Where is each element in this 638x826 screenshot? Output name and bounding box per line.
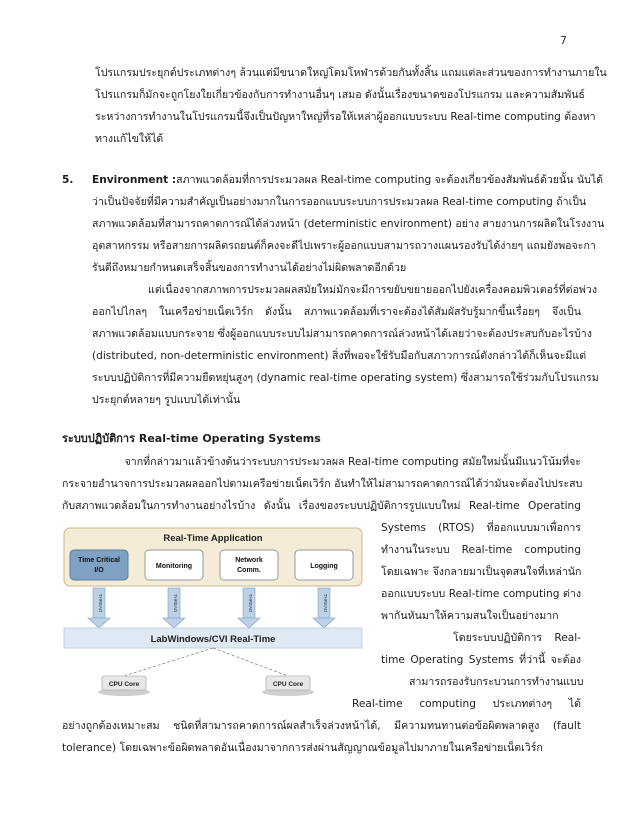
item5-para2-line: (distributed, non-deterministic environment) สิ่งที่พอจะใช้รับมือกับสภาวการณ์ดังกล่าวได้ก็เห็นจะมีแต่ — [92, 350, 587, 362]
side-line: time Operating Systems ที่ว่านี้ จะต้อง — [381, 654, 581, 666]
side-line: Systems (RTOS) ที่ออกแบบมาเพื่อการ — [381, 522, 581, 534]
side-line: พากันหันมาให้ความสนใจเป็นอย่างมาก — [381, 610, 559, 622]
svg-text:THREAD: THREAD — [173, 593, 178, 613]
section-line: จากที่กล่าวมาแล้วข้างต้นว่าระบบการประมวลผล Real-time computing สมัยใหม่นั้นมีแนวโน้มที่จะ — [124, 456, 581, 468]
item5-line: อุตสาหกรรม หรือสายการผลิตรถยนต์ก็คงจะดีไปเพราะผู้ออกแบบสามารถวางแผนรองรับได้ง่ายๆ แถมยังพอจะกา — [92, 240, 596, 252]
svg-text:THREAD: THREAD — [98, 593, 103, 613]
app-title: Real-Time Application — [163, 533, 263, 544]
core-link — [124, 648, 213, 676]
box-network-line2: Comm. — [237, 567, 261, 574]
side-line: โดยเฉพาะ จึงกลายมาเป็นจุดสนใจที่เหล่านัก — [381, 566, 582, 578]
section-line: กับสภาพแวดล้อมในการทำงานอย่างไรบ้าง ดังนั้น เรื่องของระบบปฏิบัติการรูปแบบใหม่ Real-time Operating — [62, 500, 581, 512]
svg-text:THREAD: THREAD — [248, 593, 253, 613]
box-time-critical-line1: Time Critical — [78, 557, 120, 564]
cpu-core-1-label: CPU Core — [108, 681, 140, 688]
item5-line: ว่าเป็นปัจจัยที่มีความสำคัญเป็นอย่างมากในการออกแบบระบบการประมวลผล Real-time computing ถ้าเป็น — [92, 196, 587, 208]
side-line: Real-time computing ประเภทต่างๆ ได้ — [352, 698, 581, 710]
item5-first-rest: สภาพแวดล้อมที่การประมวลผล Real-time computing จะต้องเกี่ยวข้องสัมพันธ์ด้วยนั้น นับได้ — [176, 174, 604, 186]
box-time-critical-line2: I/O — [94, 567, 104, 574]
side-line: สามารถรองรับกระบวนการทำงานแบบ — [409, 676, 584, 688]
section-line: กระจายอำนาจการประมวลผลออกไปตามเครือข่ายเน็ตเวิร์ก อันทำให้ไม่สามารถคาดการณ์ได้ว่ามันจะต้องไปประสบ — [62, 478, 583, 490]
side-line: โดยระบบปฏิบัติการ Real- — [453, 632, 581, 644]
item5-line: สภาพแวดล้อมที่สามารถคาดการณ์ได้ล่วงหน้า (deterministic environment) อย่าง สายงานการผลิตในโรงงาน — [92, 218, 605, 230]
platform-label: LabWindows/CVI Real-Time — [150, 634, 276, 645]
item5-para2-line: สภาพแวดล้อมแบบกระจาย ซึ่งผู้ออกแบบระบบไม่สามารถคาดการณ์ล่วงหน้าได้เลยว่าจะต้องประสบกับอะไรบ้าง — [92, 328, 592, 340]
item5-para2-line: ประยุกต์หลายๆ รูปแบบได้เท่านั้น — [92, 394, 241, 406]
cpu-core-2 — [262, 676, 314, 696]
para1-line: ระหว่างการทำงานในโปรแกรมนี้จึงเป็นปัญหาใหญ่ที่รอให้เหล่าผู้ออกแบบระบบ Real-time computing ต้องหา — [95, 111, 596, 123]
box-monitoring-label: Monitoring — [155, 563, 193, 570]
item5-number: 5. — [62, 174, 74, 186]
box-logging-label: Logging — [310, 563, 338, 570]
side-line: ออกแบบระบบ Real-time computing ต่าง — [381, 588, 581, 600]
thread-arrow — [163, 588, 185, 628]
page-number: 7 — [560, 34, 567, 47]
item5-line: รันตีถึงหมายกำหนดเสร็จสิ้นของการทำงานได้อย่างไม่ผิดพลาดอีกด้วย — [92, 262, 407, 274]
cpu-core-1 — [98, 676, 150, 696]
box-network-line1: Network — [235, 557, 263, 564]
box-network — [220, 550, 278, 580]
thread-arrow — [313, 588, 335, 628]
para1-line: ทางแก้ไขให้ได้ — [95, 133, 164, 145]
side-line: ทำงานในระบบ Real-time computing — [381, 544, 581, 556]
para1-line: โปรแกรมก็มักจะถูกโยงใยเกี่ยวข้องกับการทำงานอื่นๆ เสมอ ดังนั้นเรื่องขนาดของโปรแกรม และความสัมพันธ์ — [95, 89, 585, 101]
item5-para2-line: ระบบปฏิบัติการที่มีความยืดหยุ่นสูงๆ (dynamic real-time operating system) ซึ่งสามารถใช้ร่วมกับโปรแกรม — [92, 372, 599, 384]
thread-arrow — [238, 588, 260, 628]
box-time-critical — [70, 550, 128, 580]
item5-para2-line: ออกไปไกลๆ ในเครือข่ายเน็ตเวิร์ก ดังนั้น สภาพแวดล้อมที่เราจะต้องได้สัมผัสรับรู้มากขึ้นเรื่อยๆ จึงเป็น — [92, 306, 581, 318]
bottom-line: อย่างถูกต้องเหมาะสม ชนิดที่สามารถคาดการณ์ผลสำเร็จล่วงหน้าได้, มีความทนทานต่อข้อผิดพลาดสูง (fault — [62, 720, 581, 732]
cpu-core-2-label: CPU Core — [272, 681, 304, 688]
thread-arrow — [88, 588, 110, 628]
rtos-architecture-diagram — [62, 526, 364, 704]
item5-first-line — [62, 173, 604, 187]
section-heading: ระบบปฏิบัติการ Real-time Operating Systems — [62, 432, 321, 445]
bottom-line: tolerance) โดยเฉพาะข้อผิดพลาดอันเนื่องมาจากการส่งผ่านสัญญาณข้อมูลไปมาภายในเครือข่ายเน็ตเวิร์ก — [62, 742, 543, 754]
core-link — [213, 648, 288, 676]
item5-label: Environment : — [92, 174, 177, 186]
para1-line: โปรแกรมประยุกต์ประเภทต่างๆ ล้วนแต่มีขนาดใหญ่โตมโหฬารด้วยกันทั้งสิ้น แถมแต่ละส่วนของการทำงานภายใน — [95, 67, 607, 79]
item5-para2-line: แต่เนื่องจากสภาพการประมวลผลสมัยใหม่มักจะมีการขยับขยายออกไปยังเครื่องคอมพิวเตอร์ที่ต่อพ่วง — [148, 284, 597, 296]
svg-text:THREAD: THREAD — [323, 593, 328, 613]
